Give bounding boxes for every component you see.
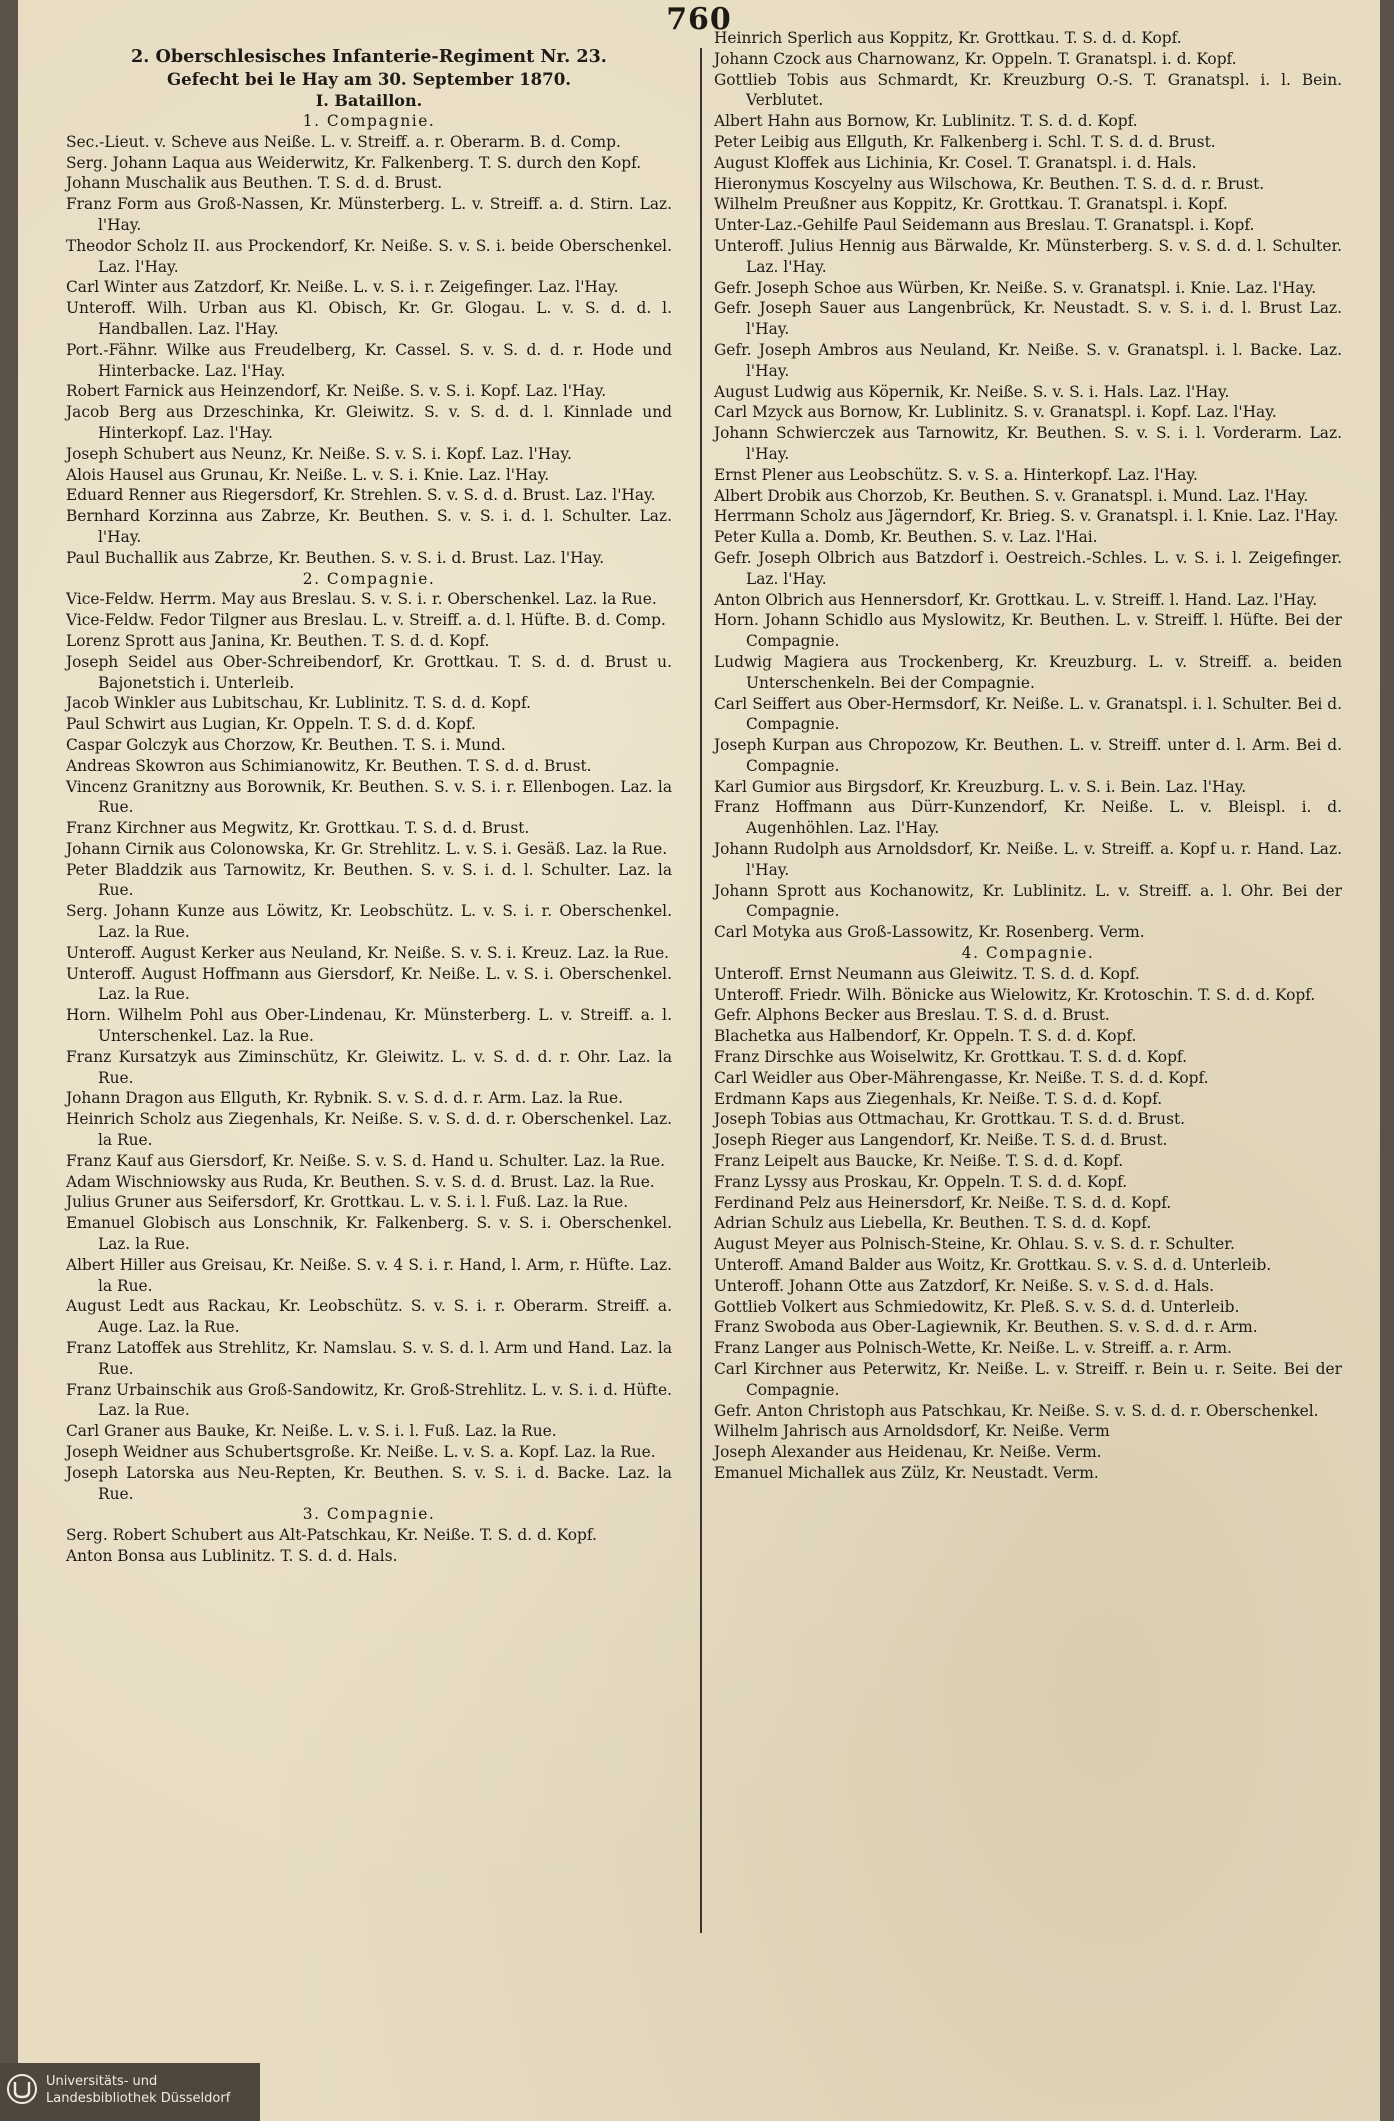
casualty-entry: Vincenz Granitzny aus Borownik, Kr. Beuthen. S. v. S. i. r. Ellenbogen. Laz. la Rue. xyxy=(66,777,672,817)
casualty-entry: Joseph Seidel aus Ober-Schreibendorf, Kr. Grottkau. T. S. d. d. Brust u. Bajonetstich i. Unterleib. xyxy=(66,652,672,692)
casualty-entry: Johann Schwierczek aus Tarnowitz, Kr. Beuthen. S. v. S. i. l. Vorderarm. Laz. l'Hay. xyxy=(714,424,1342,463)
casualty-entry: Carl Mzyck aus Bornow, Kr. Lublinitz. S. v. Granatspl. i. Kopf. Laz. l'Hay. xyxy=(714,403,1277,422)
casualty-entry: Andreas Skowron aus Schimianowitz, Kr. Beuthen. T. S. d. d. Brust. xyxy=(66,756,592,775)
casualty-entry: Gefr. Joseph Olbrich aus Batzdorf i. Oestreich.-Schles. L. v. S. i. l. Zeigefinger. Laz. l'Hay. xyxy=(714,548,1342,588)
casualty-entry: Adam Wischniowsky aus Ruda, Kr. Beuthen. S. v. S. d. d. Brust. Laz. la Rue. xyxy=(66,1172,655,1191)
casualty-entry: Caspar Golczyk aus Chorzow, Kr. Beuthen. T. S. i. Mund. xyxy=(66,735,506,754)
casualty-entry: Anton Olbrich aus Hennersdorf, Kr. Grottkau. L. v. Streiff. l. Hand. Laz. l'Hay. xyxy=(714,590,1318,609)
casualty-entry: Franz Hoffmann aus Dürr-Kunzendorf, Kr. Neiße. L. v. Bleispl. i. d. Augenhöhlen. Laz. l'Hay. xyxy=(714,798,1342,838)
page-number: 760 xyxy=(666,2,732,37)
casualty-entry: Serg. Johann Kunze aus Löwitz, Kr. Leobschütz. L. v. S. i. r. Oberschenkel. Laz. la Rue. xyxy=(66,902,672,942)
casualty-entry: Johann Sprott aus Kochanowitz, Kr. Lublinitz. L. v. Streiff. a. l. Ohr. Bei der Compagnie. xyxy=(714,881,1342,921)
company-2-list xyxy=(66,589,672,1504)
casualty-entry: Franz Langer aus Polnisch-Wette, Kr. Neiße. L. v. Streiff. a. r. Arm. xyxy=(714,1339,1232,1358)
casualty-entry: Unteroff. August Hoffmann aus Giersdorf, Kr. Neiße. L. v. S. i. Oberschenkel. Laz. la Rue. xyxy=(66,964,672,1004)
casualty-entry: Unteroff. Ernst Neumann aus Gleiwitz. T. S. d. d. Kopf. xyxy=(714,964,1140,983)
casualty-entry: Gottlieb Tobis aus Schmardt, Kr. Kreuzburg O.-S. T. Granatspl. i. l. Bein. Verblutet. xyxy=(714,70,1342,110)
casualty-entry: Horn. Wilhelm Pohl aus Ober-Lindenau, Kr. Münsterberg. L. v. Streiff. a. l. Unterschenkel. Laz. la Rue. xyxy=(66,1006,672,1046)
casualty-entry: Bernhard Korzinna aus Zabrze, Kr. Beuthen. S. v. S. i. d. l. Schulter. Laz. l'Hay. xyxy=(66,507,672,546)
casualty-entry: Franz Dirschke aus Woiselwitz, Kr. Grottkau. T. S. d. d. Kopf. xyxy=(714,1048,1187,1067)
casualty-entry: Franz Urbainschik aus Groß-Sandowitz, Kr. Groß-Strehlitz. L. v. S. i. d. Hüfte. Laz. la Rue. xyxy=(66,1380,672,1420)
casualty-entry: Port.-Fähnr. Wilke aus Freudelberg, Kr. Cassel. S. v. S. d. d. r. Hode und Hinterbacke. Laz. l'Hay. xyxy=(66,340,672,380)
footer-text xyxy=(46,2073,230,2107)
company-heading-1: 1. Compagnie. xyxy=(302,112,436,130)
casualty-entry: Albert Hiller aus Greisau, Kr. Neiße. S. v. 4 S. i. r. Hand, l. Arm, r. Hüfte. Laz. la Rue. xyxy=(66,1255,672,1295)
casualty-entry: Gefr. Joseph Schoe aus Würben, Kr. Neiße. S. v. Granatspl. i. Knie. Laz. l'Hay. xyxy=(714,278,1317,297)
casualty-entry: Albert Drobik aus Chorzob, Kr. Beuthen. S. v. Granatspl. i. Mund. Laz. l'Hay. xyxy=(714,486,1309,505)
casualty-entry: Joseph Rieger aus Langendorf, Kr. Neiße. T. S. d. d. Brust. xyxy=(714,1131,1168,1150)
casualty-entry: Ferdinand Pelz aus Heinersdorf, Kr. Neiße. T. S. d. d. Kopf. xyxy=(714,1193,1172,1212)
casualty-entry: Franz Lyssy aus Proskau, Kr. Oppeln. T. S. d. d. Kopf. xyxy=(714,1172,1128,1191)
casualty-entry: Johann Rudolph aus Arnoldsdorf, Kr. Neiße. L. v. Streiff. a. Kopf u. r. Hand. Laz. l'Hay. xyxy=(714,840,1342,879)
casualty-entry: Carl Weidler aus Ober-Mährengasse, Kr. Neiße. T. S. d. d. Kopf. xyxy=(714,1068,1209,1087)
battle-subtitle: Gefecht bei le Hay am 30. September 1870. xyxy=(166,69,572,89)
casualty-entry: Joseph Latorska aus Neu-Repten, Kr. Beuthen. S. v. S. i. d. Backe. Laz. la Rue. xyxy=(66,1463,672,1503)
casualty-entry: Herrmann Scholz aus Jägerndorf, Kr. Brieg. S. v. Granatspl. i. l. Knie. Laz. l'Hay. xyxy=(714,507,1339,526)
casualty-entry: Carl Graner aus Bauke, Kr. Neiße. L. v. S. i. l. Fuß. Laz. la Rue. xyxy=(66,1422,557,1441)
casualty-entry: Carl Motyka aus Groß-Lassowitz, Kr. Rosenberg. Verm. xyxy=(714,923,1145,942)
casualty-entry: Gefr. Anton Christoph aus Patschkau, Kr. Neiße. S. v. S. d. d. r. Oberschenkel. xyxy=(714,1401,1319,1420)
casualty-entry: Carl Seiffert aus Ober-Hermsdorf, Kr. Neiße. L. v. Granatspl. i. l. Schulter. Bei d. Compagnie. xyxy=(714,694,1342,734)
right-column xyxy=(714,28,1342,1484)
casualty-entry: Erdmann Kaps aus Ziegenhals, Kr. Neiße. T. S. d. d. Kopf. xyxy=(714,1089,1163,1108)
casualty-entry: Unteroff. Johann Otte aus Zatzdorf, Kr. Neiße. S. v. S. d. d. Hals. xyxy=(714,1276,1215,1295)
casualty-entry: Emanuel Globisch aus Lonschnik, Kr. Falkenberg. S. v. S. i. Oberschenkel. Laz. la Rue. xyxy=(66,1214,672,1254)
casualty-entry: Serg. Johann Laqua aus Weiderwitz, Kr. Falkenberg. T. S. durch den Kopf. xyxy=(66,153,642,172)
casualty-entry: Joseph Alexander aus Heidenau, Kr. Neiße. Verm. xyxy=(714,1443,1102,1462)
casualty-entry: Gottlieb Volkert aus Schmiedowitz, Kr. Pleß. S. v. S. d. d. Unterleib. xyxy=(714,1297,1240,1316)
company-4-list xyxy=(714,964,1342,1484)
casualty-entry: August Meyer aus Polnisch-Steine, Kr. Ohlau. S. v. S. d. r. Schulter. xyxy=(714,1235,1235,1254)
casualty-entry: Unteroff. Julius Hennig aus Bärwalde, Kr. Münsterberg. S. v. S. d. d. l. Schulter. Laz. l'Hay. xyxy=(714,236,1342,276)
casualty-entry: Robert Farnick aus Heinzendorf, Kr. Neiße. S. v. S. i. Kopf. Laz. l'Hay. xyxy=(66,382,607,401)
footer-line-2: Landesbibliothek Düsseldorf xyxy=(46,2091,231,2106)
casualty-entry: Peter Bladdzik aus Tarnowitz, Kr. Beuthen. S. v. S. i. d. l. Schulter. Laz. la Rue. xyxy=(66,860,672,900)
battalion-heading: I. Bataillon. xyxy=(315,91,423,110)
casualty-entry: Sec.-Lieut. v. Scheve aus Neiße. L. v. Streiff. a. r. Oberarm. B. d. Comp. xyxy=(66,132,621,151)
casualty-entry: Carl Kirchner aus Peterwitz, Kr. Neiße. L. v. Streiff. r. Bein u. r. Seite. Bei der Compagnie. xyxy=(714,1360,1342,1399)
casualty-entry: Serg. Robert Schubert aus Alt-Patschkau, Kr. Neiße. T. S. d. d. Kopf. xyxy=(66,1526,597,1545)
casualty-entry: Wilhelm Jahrisch aus Arnoldsdorf, Kr. Neiße. Verm xyxy=(714,1422,1110,1441)
casualty-entry: Gefr. Joseph Sauer aus Langenbrück, Kr. Neustadt. S. v. S. i. d. l. Brust Laz. l'Hay. xyxy=(714,299,1342,339)
casualty-entry: Horn. Johann Schidlo aus Myslowitz, Kr. Beuthen. L. v. Streiff. l. Hüfte. Bei der Compagnie. xyxy=(714,611,1342,651)
casualty-entry: Emanuel Michallek aus Zülz, Kr. Neustadt. Verm. xyxy=(714,1463,1099,1482)
casualty-entry: Johann Cirnik aus Colonowska, Kr. Gr. Strehlitz. L. v. S. i. Gesäß. Laz. la Rue. xyxy=(66,839,668,858)
casualty-entry: Alois Hausel aus Grunau, Kr. Neiße. L. v. S. i. Knie. Laz. l'Hay. xyxy=(66,465,550,484)
casualty-entry: Vice-Feldw. Fedor Tilgner aus Breslau. L. v. Streiff. a. d. l. Hüfte. B. d. Comp. xyxy=(66,611,666,630)
company-heading-3: 3. Compagnie. xyxy=(302,1505,436,1524)
casualty-entry: Franz Leipelt aus Baucke, Kr. Neiße. T. S. d. d. Kopf. xyxy=(714,1152,1124,1171)
company-3-continued-list xyxy=(714,28,1342,943)
casualty-entry: Heinrich Sperlich aus Koppitz, Kr. Grottkau. T. S. d. d. Kopf. xyxy=(714,29,1182,47)
ulb-logo-icon xyxy=(6,2073,38,2105)
left-column xyxy=(66,46,672,1567)
newspaper-page xyxy=(18,0,1380,2121)
casualty-entry: Franz Kirchner aus Megwitz, Kr. Grottkau. T. S. d. d. Brust. xyxy=(66,819,530,838)
casualty-entry: Blachetka aus Halbendorf, Kr. Oppeln. T. S. d. d. Kopf. xyxy=(714,1027,1137,1046)
casualty-entry: August Ledt aus Rackau, Kr. Leobschütz. S. v. S. i. r. Oberarm. Streiff. a. Auge. Laz. la Rue. xyxy=(66,1297,672,1337)
casualty-entry: Joseph Weidner aus Schubertsgroße. Kr. Neiße. L. v. S. a. Kopf. Laz. la Rue. xyxy=(66,1443,656,1461)
casualty-entry: Joseph Schubert aus Neunz, Kr. Neiße. S. v. S. i. Kopf. Laz. l'Hay. xyxy=(66,444,572,463)
casualty-entry: Vice-Feldw. Herrm. May aus Breslau. S. v. S. i. r. Oberschenkel. Laz. la Rue. xyxy=(66,590,657,609)
casualty-entry: Joseph Kurpan aus Chropozow, Kr. Beuthen. L. v. Streiff. unter d. l. Arm. Bei d. Compagnie. xyxy=(714,736,1342,775)
casualty-entry: Franz Swoboda aus Ober-Lagiewnik, Kr. Beuthen. S. v. S. d. d. r. Arm. xyxy=(714,1318,1258,1337)
regiment-title: 2. Oberschlesisches Infanterie-Regiment Nr. 23. xyxy=(131,46,607,67)
casualty-entry: Hieronymus Koscyelny aus Wilschowa, Kr. Beuthen. T. S. d. d. r. Brust. xyxy=(714,174,1265,193)
company-1-list xyxy=(66,132,672,569)
casualty-entry: Unteroff. August Kerker aus Neuland, Kr. Neiße. S. v. S. i. Kreuz. Laz. la Rue. xyxy=(66,943,670,962)
casualty-entry: August Kloffek aus Lichinia, Kr. Cosel. T. Granatspl. i. d. Hals. xyxy=(714,153,1197,172)
casualty-entry: Franz Latoffek aus Strehlitz, Kr. Namslau. S. v. S. d. l. Arm und Hand. Laz. la Rue. xyxy=(66,1339,672,1378)
casualty-entry: Franz Kauf aus Giersdorf, Kr. Neiße. S. v. S. d. Hand u. Schulter. Laz. la Rue. xyxy=(66,1151,666,1170)
casualty-entry: Franz Form aus Groß-Nassen, Kr. Münsterberg. L. v. Streiff. a. d. Stirn. Laz. l'Hay. xyxy=(66,195,672,234)
casualty-entry: Lorenz Sprott aus Janina, Kr. Beuthen. T. S. d. d. Kopf. xyxy=(66,631,490,650)
casualty-entry: Peter Leibig aus Ellguth, Kr. Falkenberg i. Schl. T. S. d. d. Brust. xyxy=(714,132,1216,151)
casualty-entry: Unteroff. Amand Balder aus Woitz, Kr. Grottkau. S. v. S. d. d. Unterleib. xyxy=(714,1256,1272,1275)
footer-line-1: Universitäts- und xyxy=(46,2074,158,2089)
casualty-entry: Jacob Berg aus Drzeschinka, Kr. Gleiwitz. S. v. S. d. d. l. Kinnlade und Hinterkopf. Laz. l'Hay. xyxy=(66,403,672,442)
casualty-entry: Gefr. Alphons Becker aus Breslau. T. S. d. d. Brust. xyxy=(714,1006,1110,1025)
casualty-entry: Paul Schwirt aus Lugian, Kr. Oppeln. T. S. d. d. Kopf. xyxy=(66,715,476,734)
casualty-entry: Johann Muschalik aus Beuthen. T. S. d. d. Brust. xyxy=(66,174,443,193)
casualty-entry: Franz Kursatzyk aus Ziminschütz, Kr. Gleiwitz. L. v. S. d. d. r. Ohr. Laz. la Rue. xyxy=(66,1047,672,1087)
company-heading-2: 2. Compagnie. xyxy=(302,569,436,588)
casualty-entry: Heinrich Scholz aus Ziegenhals, Kr. Neiße. S. v. S. d. d. r. Oberschenkel. Laz. la Rue. xyxy=(66,1110,672,1150)
casualty-entry: Johann Czock aus Charnowanz, Kr. Oppeln. T. Granatspl. i. d. Kopf. xyxy=(714,49,1237,68)
company-3-list xyxy=(66,1525,672,1567)
casualty-entry: Ernst Plener aus Leobschütz. S. v. S. a. Hinterkopf. Laz. l'Hay. xyxy=(714,465,1198,484)
casualty-entry: Adrian Schulz aus Liebella, Kr. Beuthen. T. S. d. d. Kopf. xyxy=(714,1214,1152,1233)
column-divider xyxy=(700,48,702,1933)
casualty-entry: Johann Dragon aus Ellguth, Kr. Rybnik. S. v. S. d. d. r. Arm. Laz. la Rue. xyxy=(66,1089,623,1108)
casualty-entry: Wilhelm Preußner aus Koppitz, Kr. Grottkau. T. Granatspl. i. Kopf. xyxy=(714,195,1228,214)
casualty-entry: Albert Hahn aus Bornow, Kr. Lublinitz. T. S. d. d. Kopf. xyxy=(714,112,1138,131)
casualty-entry: Eduard Renner aus Riegersdorf, Kr. Strehlen. S. v. S. d. d. Brust. Laz. l'Hay. xyxy=(66,486,656,505)
casualty-entry: Ludwig Magiera aus Trockenberg, Kr. Kreuzburg. L. v. Streiff. a. beiden Unterschenkeln. Bei der Compagnie. xyxy=(714,652,1342,692)
casualty-entry: August Ludwig aus Köpernik, Kr. Neiße. S. v. S. i. Hals. Laz. l'Hay. xyxy=(714,382,1230,401)
casualty-entry: Unteroff. Wilh. Urban aus Kl. Obisch, Kr. Gr. Glogau. L. v. S. d. d. l. Handballen. Laz. l'Hay. xyxy=(66,299,672,338)
casualty-entry: Jacob Winkler aus Lubitschau, Kr. Lublinitz. T. S. d. d. Kopf. xyxy=(66,694,532,713)
casualty-entry: Joseph Tobias aus Ottmachau, Kr. Grottkau. T. S. d. d. Brust. xyxy=(714,1110,1186,1129)
casualty-entry: Unter-Laz.-Gehilfe Paul Seidemann aus Breslau. T. Granatspl. i. Kopf. xyxy=(714,216,1255,235)
casualty-entry: Gefr. Joseph Ambros aus Neuland, Kr. Neiße. S. v. Granatspl. i. l. Backe. Laz. l'Hay. xyxy=(714,340,1342,380)
casualty-entry: Julius Gruner aus Seifersdorf, Kr. Grottkau. L. v. S. i. l. Fuß. Laz. la Rue. xyxy=(66,1193,629,1212)
casualty-entry: Paul Buchallik aus Zabrze, Kr. Beuthen. S. v. S. i. d. Brust. Laz. l'Hay. xyxy=(66,548,605,567)
library-footer xyxy=(0,2063,260,2121)
casualty-entry: Unteroff. Friedr. Wilh. Bönicke aus Wielowitz, Kr. Krotoschin. T. S. d. d. Kopf. xyxy=(714,985,1316,1004)
casualty-entry: Theodor Scholz II. aus Prockendorf, Kr. Neiße. S. v. S. i. beide Oberschenkel. Laz. l'Hay. xyxy=(66,236,672,276)
casualty-entry: Karl Gumior aus Birgsdorf, Kr. Kreuzburg. L. v. S. i. Bein. Laz. l'Hay. xyxy=(714,777,1247,796)
company-heading-4: 4. Compagnie. xyxy=(961,944,1095,963)
casualty-entry: Carl Winter aus Zatzdorf, Kr. Neiße. L. v. S. i. r. Zeigefinger. Laz. l'Hay. xyxy=(66,278,619,297)
casualty-entry: Peter Kulla a. Domb, Kr. Beuthen. S. v. Laz. l'Hai. xyxy=(714,528,1098,547)
casualty-entry: Anton Bonsa aus Lublinitz. T. S. d. d. Hals. xyxy=(66,1546,398,1565)
